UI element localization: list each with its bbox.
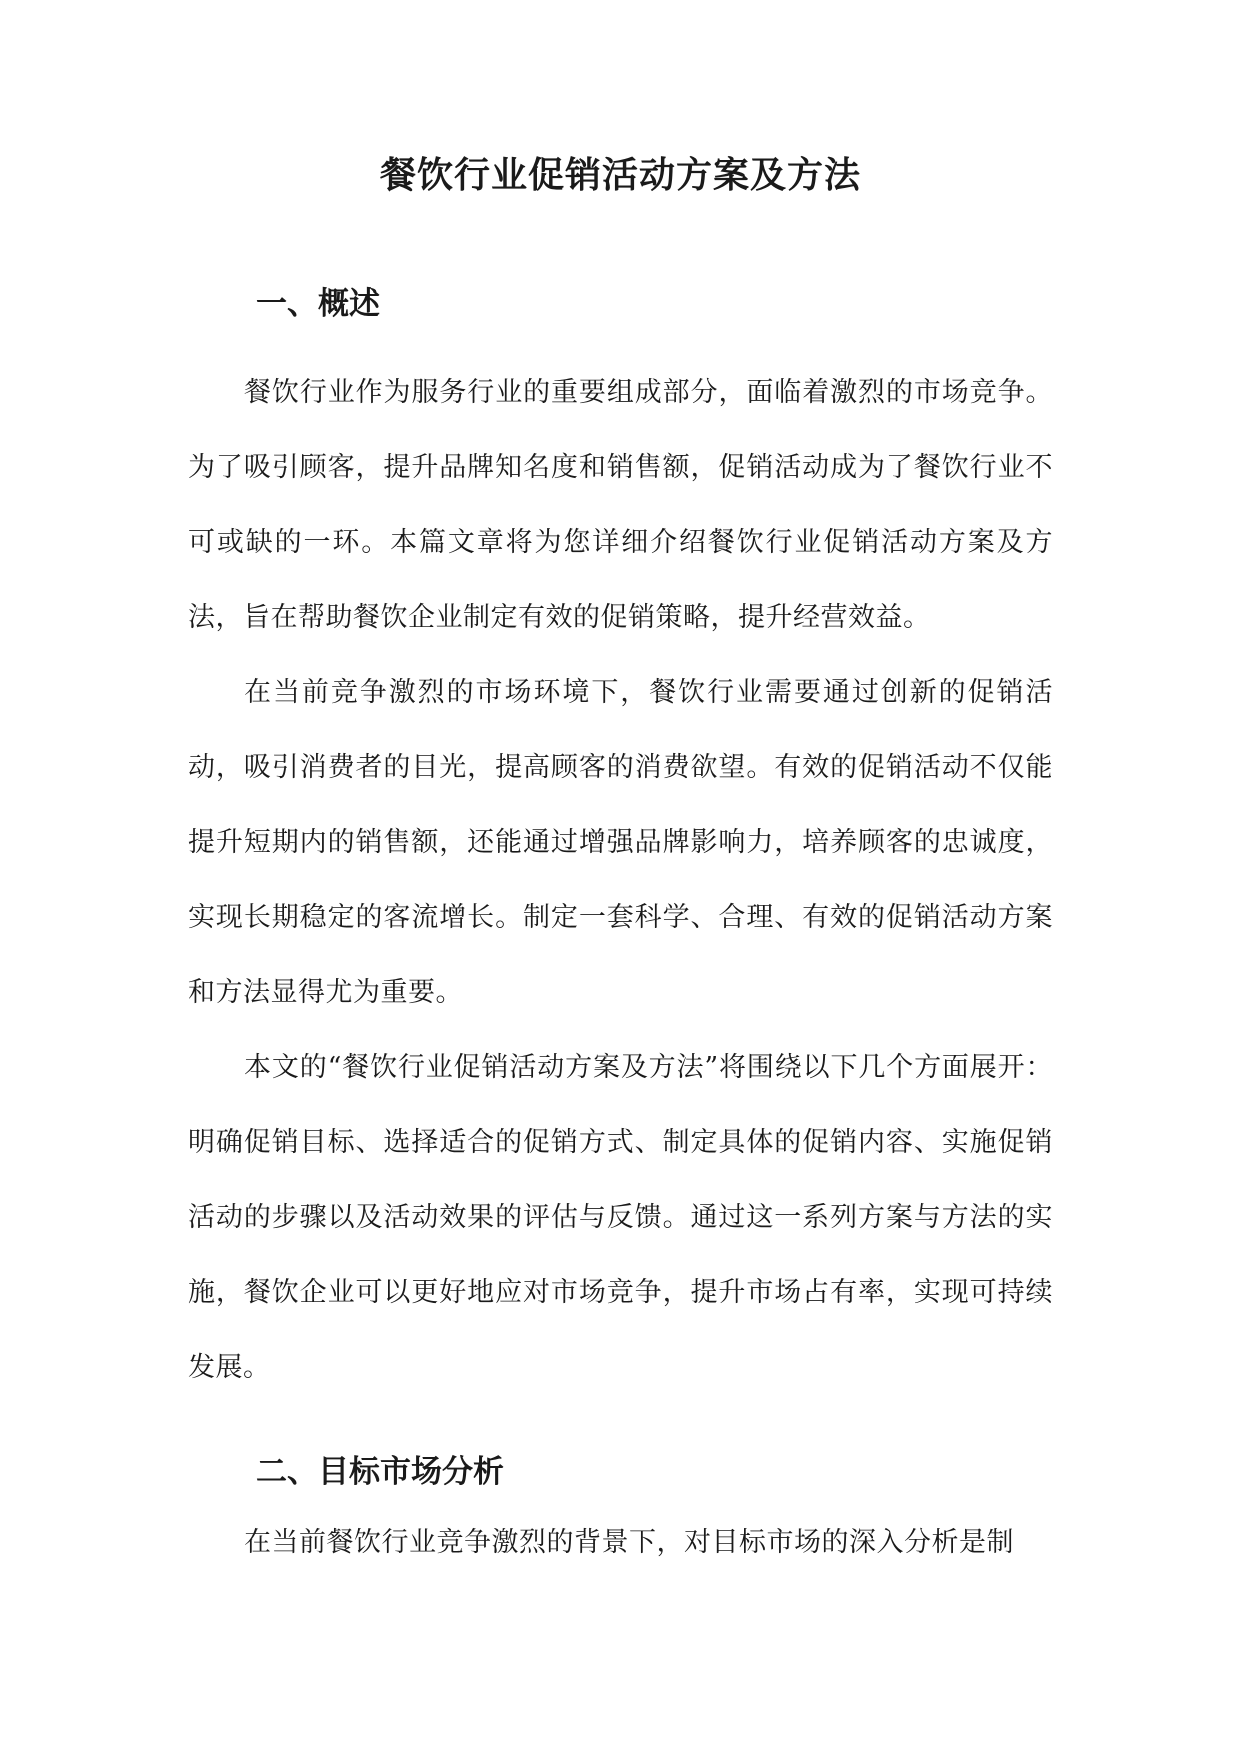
section-body-target-market: [188, 1505, 1053, 1580]
paragraph: 在当前竞争激烈的市场环境下，餐饮行业需要通过创新的促销活动，吸引消费者的目光，提高顾客的消费欲望。有效的促销活动不仅能提升短期内的销售额，还能通过增强品牌影响力，培养顾客的忠诚度，实现长期稳定的客流增长。制定一套科学、合理、有效的促销活动方案和方法显得尤为重要。: [188, 677, 1053, 1008]
document-title: 餐饮行业促销活动方案及方法: [379, 155, 861, 196]
section-heading-target-market: 二、目标市场分析: [256, 1454, 504, 1490]
paragraph: 餐饮行业作为服务行业的重要组成部分，面临着激烈的市场竞争。为了吸引顾客，提升品牌知名度和销售额，促销活动成为了餐饮行业不可或缺的一环。本篇文章将为您详细介绍餐饮行业促销活动方案及方法，旨在帮助餐饮企业制定有效的促销策略，提升经营效益。: [188, 377, 1053, 633]
section-heading-overview: 一、概述: [256, 286, 380, 322]
section-body-overview: [188, 355, 1053, 1405]
paragraph: 在当前餐饮行业竞争激烈的背景下，对目标市场的深入分析是制: [244, 1527, 1014, 1558]
paragraph: 本文的“餐饮行业促销活动方案及方法”将围绕以下几个方面展开：明确促销目标、选择适合的促销方式、制定具体的促销内容、实施促销活动的步骤以及活动效果的评估与反馈。通过这一系列方案与方法的实施，餐饮企业可以更好地应对市场竞争，提升市场占有率，实现可持续发展。: [188, 1052, 1053, 1383]
